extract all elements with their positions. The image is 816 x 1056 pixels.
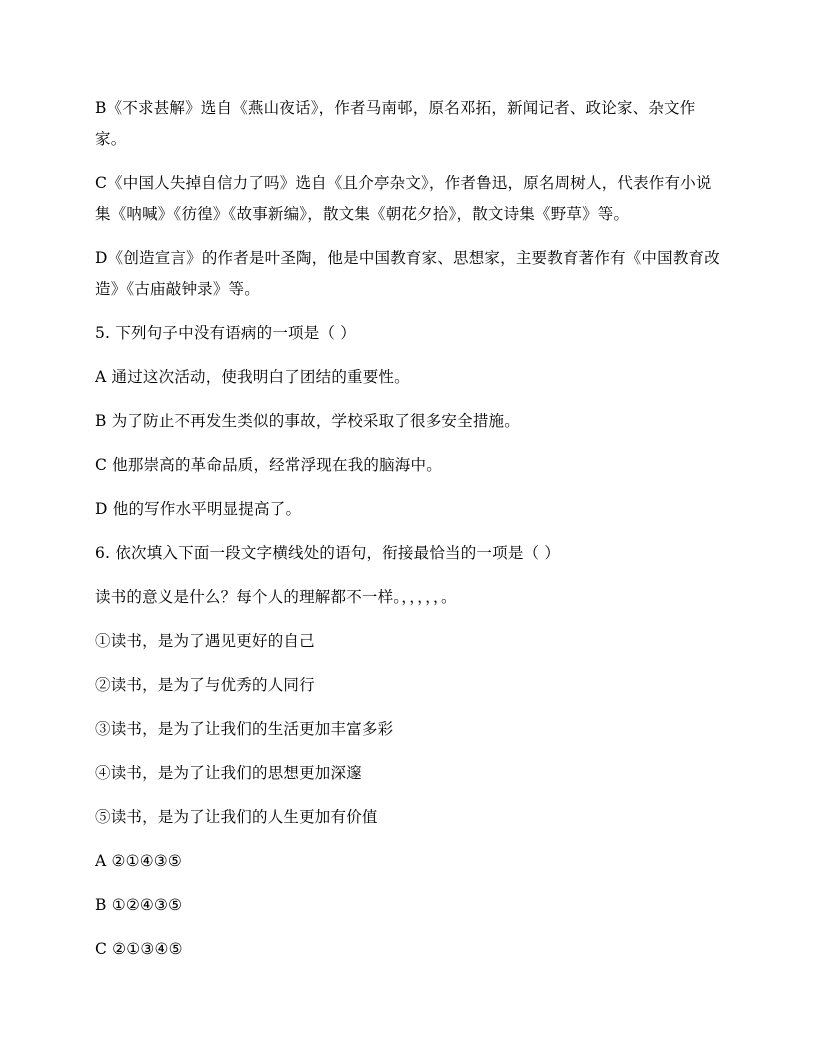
option-c-paragraph: C《中国人失掉自信力了吗》选自《且介亭杂文》，作者鲁迅，原名周树人，代表作有小说集《呐喊》《彷徨》《故事新编》，散文集《朝花夕拾》，散文诗集《野草》等。 [95,174,712,223]
q6-sentence-1: ①读书，是为了遇见更好的自己 [95,632,315,650]
q6-option-a: A ②①④③⑤ [95,852,182,870]
document-page [95,93,725,978]
q5-option-d: D 他的写作水平明显提高了。 [95,500,302,518]
option-b-paragraph: B《不求甚解》选自《燕山夜话》，作者马南邨，原名邓拓，新闻记者、政论家、杂文作家。 [95,99,696,148]
q6-sentence-5: ⑤读书，是为了让我们的人生更加有价值 [95,808,378,826]
q6-sentence-4: ④读书，是为了让我们的思想更加深邃 [95,764,362,782]
option-d-paragraph: D《创造宣言》的作者是叶圣陶，他是中国教育家、思想家，主要教育著作有《中国教育改造》《古庙敲钟录》等。 [95,249,720,298]
q6-sentence-3: ③读书，是为了让我们的生活更加丰富多彩 [95,720,394,738]
q6-sentence-2: ②读书，是为了与优秀的人同行 [95,676,315,694]
question-5: 5. 下列句子中没有语病的一项是（ ） [95,324,356,342]
q6-passage: 读书的意义是什么？每个人的理解都不一样。，，，，，。 [95,588,457,606]
question-6: 6. 依次填入下面一段文字横线处的语句，衔接最恰当的一项是（ ） [95,544,561,562]
q5-option-c: C 他那崇高的革命品质，经常浮现在我的脑海中。 [95,456,442,474]
q6-option-b: B ①②④③⑤ [95,896,183,914]
q5-option-a: A 通过这次活动，使我明白了团结的重要性。 [95,368,410,386]
q5-option-b: B 为了防止不再发生类似的事故，学校采取了很多安全措施。 [95,412,520,430]
q6-option-c: C ②①③④⑤ [95,940,183,958]
